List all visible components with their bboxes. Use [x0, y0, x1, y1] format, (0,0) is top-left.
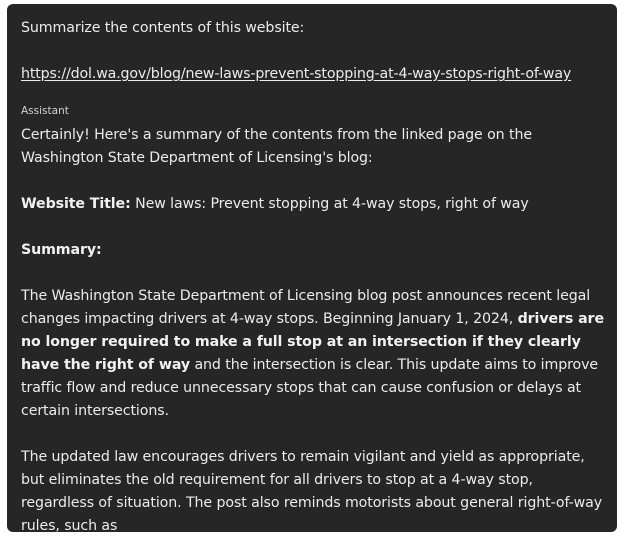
assistant-intro: Certainly! Here's a summary of the contents from the linked page on the Washington State Department of Licensing's blog: — [21, 127, 532, 166]
chat-window — [7, 4, 617, 532]
summary-heading-text: Summary: — [21, 242, 102, 258]
summary-paragraph-2: The updated law encourages drivers to remain vigilant and yield as appropriate, but eliminates the old requirement for all drivers to stop at a 4-way stop, regardless of situation. The post also reminds motorists about general right-of-way rules, such as — [21, 449, 603, 532]
summary-p1-bold: drivers are no longer required to make a full stop at an intersection if they clearly have the right of way — [21, 311, 604, 373]
summary-paragraph-1 — [21, 285, 607, 423]
user-prompt: Summarize the contents of this website: — [21, 20, 305, 36]
website-title-label: Website Title: — [21, 196, 131, 212]
summary-heading — [21, 239, 607, 262]
website-title-line — [21, 193, 607, 216]
summary-p1-text-a: The Washington State Department of Licensing blog post announces recent legal changes impacting drivers at 4-way stops. Beginning January 1, 2024, — [21, 288, 591, 327]
summary-p1-text-b: and the intersection is clear. This update aims to improve traffic flow and reduce unnecessary stops that can cause confusion or delays at certain intersections. — [21, 357, 599, 419]
website-title-value: New laws: Prevent stopping at 4-way stops, right of way — [135, 196, 529, 212]
website-link[interactable]: https://dol.wa.gov/blog/new-laws-prevent-stopping-at-4-way-stops-right-of-way — [21, 66, 572, 82]
chat-content — [21, 14, 607, 532]
assistant-role-label: Assistant — [21, 105, 69, 117]
